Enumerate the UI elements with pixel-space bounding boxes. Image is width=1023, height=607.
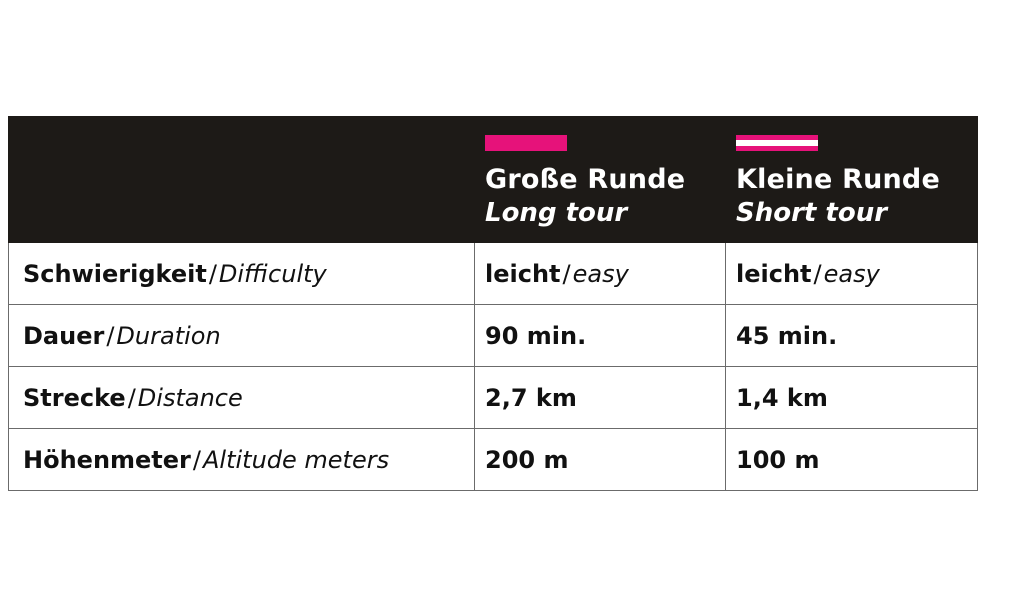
long-tour-value: 90 min.: [475, 305, 726, 367]
route-line-striped-icon: [736, 135, 818, 151]
route-subtitle: Long tour: [485, 198, 628, 228]
short-tour-value: 1,4 km: [726, 367, 978, 429]
table-row-distance: [9, 367, 978, 429]
route-subtitle: Short tour: [736, 198, 888, 228]
row-label: Schwierigkeit/Difficulty: [9, 243, 475, 305]
table-row-duration: [9, 305, 978, 367]
table-row-altitude: [9, 429, 978, 491]
route-name: Kleine Runde: [736, 164, 940, 195]
short-tour-value: 45 min.: [726, 305, 978, 367]
long-tour-value: 200 m: [475, 429, 726, 491]
short-tour-value: 100 m: [726, 429, 978, 491]
short-tour-value: leicht/easy: [726, 243, 978, 305]
route-name: Große Runde: [485, 164, 686, 195]
header-long-tour: [475, 117, 726, 243]
table-row-difficulty: [9, 243, 978, 305]
table-header-row: [9, 117, 978, 243]
header-short-tour: [726, 117, 978, 243]
row-label: Höhenmeter/Altitude meters: [9, 429, 475, 491]
header-empty-cell: [9, 117, 475, 243]
tour-comparison-table: [8, 116, 978, 491]
long-tour-value: 2,7 km: [475, 367, 726, 429]
row-label: Dauer/Duration: [9, 305, 475, 367]
row-label: Strecke/Distance: [9, 367, 475, 429]
long-tour-value: leicht/easy: [475, 243, 726, 305]
route-line-solid-icon: [485, 135, 567, 151]
